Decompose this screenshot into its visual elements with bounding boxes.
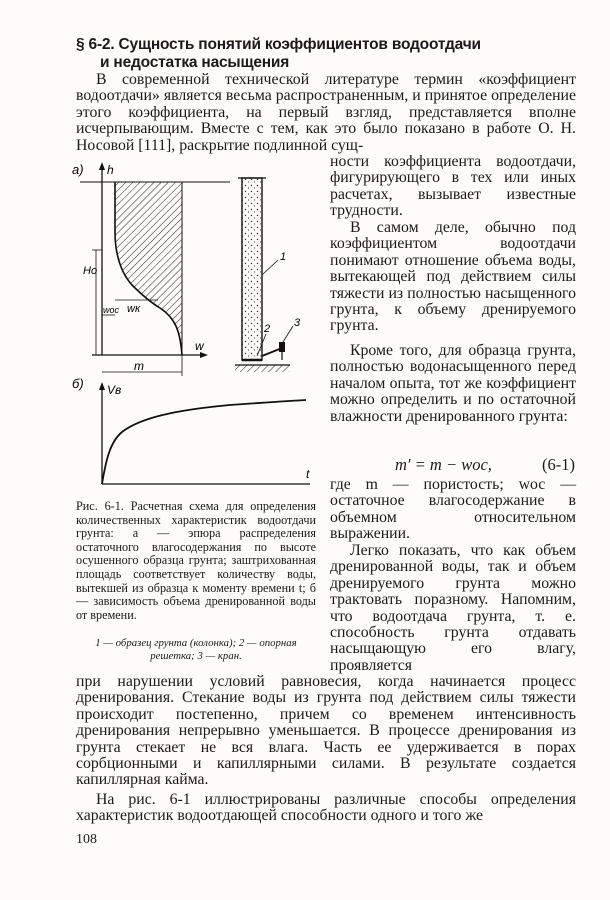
part-1-label: 1 (280, 251, 287, 263)
paragraph-1: В современной технической литературе термин «коэффициент водоотдачи» является весьма распространенным, и принятое определение этого коэффициента, на первый взгляд, представляется вполне исчерпывающим. Вместе с тем, как это было показано в работе О. Н. Носовой [111], раскрытие подлинной сущ- (76, 71, 576, 154)
label-a: а) (72, 162, 84, 177)
vb-axis-arrow (99, 382, 105, 390)
heading-line-1: § 6-2. Сущность понятий коэффициентов водоотдачи (76, 36, 481, 53)
paragraph-5-continued: при нарушении условий равновесия, когда начинается процесс дренирования. Стекание воды из грунта под действием силы тяжести происходит постепенно, причем со временем интенсивность дренирования непрерывно уменьшается. В процессе дренирования из грунта стекает не вся влага. Часть ее удерживается в порах сорбционными и капиллярными силами. В результате создается капиллярная кайма. (76, 673, 576, 789)
formula-6-1 (395, 455, 575, 475)
paragraph-1-continued: ности коэффициента водоотдачи, фигурирующего в тех или иных расчетах, вызывает известные трудности. (330, 153, 576, 220)
vb-axis-label: Vв (107, 383, 122, 397)
hatched-area (115, 182, 182, 355)
paragraph-6: На рис. 6-1 иллюстрированы различные способы определения характеристик водоотдающей способности одного и того же (76, 791, 576, 825)
leader-1 (262, 260, 278, 275)
ground-hatch (235, 365, 290, 372)
m-label: m (134, 359, 144, 373)
section-heading (76, 36, 576, 72)
drainage-curve (102, 400, 306, 484)
part-3-label: 3 (294, 317, 301, 329)
figure-legend: 1 — образец грунта (колонка); 2 — опорная решетка; 3 — кран. (95, 637, 297, 662)
paragraph-4: где m — пористость; wос — остаточное влагосодержание в объемном относительном выражении. (330, 476, 576, 543)
h-axis-arrow (99, 162, 105, 170)
wo-label: wос (103, 305, 120, 315)
part-2-label: 2 (264, 323, 271, 335)
heading-line-2: и недостатка насыщения (100, 54, 290, 71)
figure-6-1 (70, 160, 320, 490)
w-axis-label: w (195, 339, 204, 353)
paragraph-2: В самом деле, обычно под коэффициентом водоотдачи понимают отношение объема воды, вытекающей под действием силы тяжести из полностью насыщенного грунта, к объему дренируемого грунта. (330, 219, 576, 335)
page-number: 108 (76, 832, 97, 847)
label-b: б) (72, 376, 84, 391)
drain-valve (279, 342, 285, 352)
h0-label: Hо (83, 265, 98, 277)
leader-3 (283, 326, 293, 342)
formula-number: (6-1) (542, 455, 575, 474)
t-axis-label: t (306, 467, 310, 481)
h-axis-label: h (107, 163, 114, 177)
paragraph-3: Кроме того, для образца грунта, полностью водонасыщенного перед началом опыта, тот же коэффициент можно определить и по остаточной влажности дренированного грунта: (330, 342, 576, 425)
wk-label: wк (127, 303, 141, 315)
soil-column (242, 178, 262, 360)
paragraph-5: Легко показать, что как объем дренированной воды, так и объем дренируемого грунта можно трактовать поразному. Напомним, что водоотдача грунта, т. е. способность грунта отдавать насыщающую его влагу, проявляется (330, 542, 576, 674)
figure-caption: Рис. 6-1. Расчетная схема для определения количественных характеристик водоотдачи грунта: а — эпюра распределения остаточного влагосодержания по высоте осушенного образца грунта; заштрихованная площадь соответствует количеству воды, вытекшей из образца к моменту времени t; б — зависимость объема дренированной воды от времени. (76, 499, 316, 622)
formula-text: m′ = m − wос, (395, 455, 492, 474)
